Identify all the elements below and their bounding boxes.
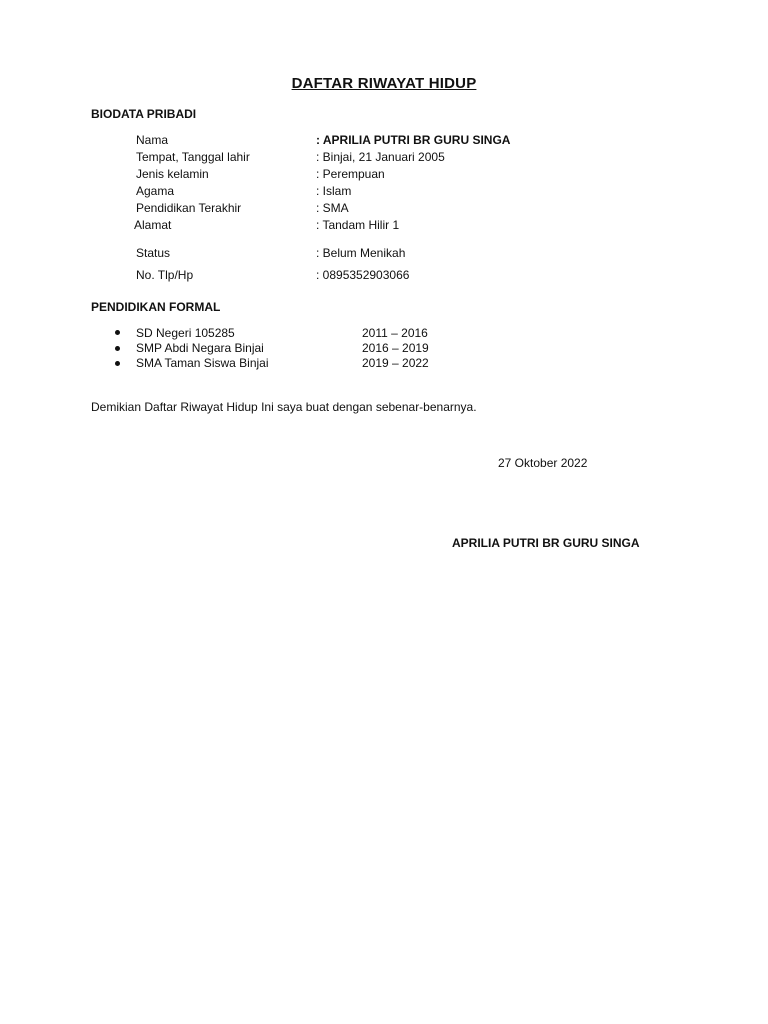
biodata-label-alamat: Alamat bbox=[134, 218, 172, 232]
biodata-label-status: Status bbox=[136, 246, 171, 260]
biodata-value-pendidikan: : SMA bbox=[316, 201, 349, 215]
closing-statement: Demikian Daftar Riwayat Hidup Ini saya buat dengan sebenar-benarnya. bbox=[91, 400, 477, 414]
biodata-label-jenis-kelamin: Jenis kelamin bbox=[136, 167, 209, 181]
education-years-3: 2019 – 2022 bbox=[362, 356, 429, 370]
biodata-label-pendidikan: Pendidikan Terakhir bbox=[136, 201, 242, 215]
education-years-2: 2016 – 2019 bbox=[362, 341, 429, 355]
biodata-label-telepon: No. Tlp/Hp bbox=[136, 268, 194, 282]
education-school-3: SMA Taman Siswa Binjai bbox=[136, 356, 269, 370]
education-years-1: 2011 – 2016 bbox=[362, 326, 428, 340]
bullet-icon bbox=[115, 346, 120, 351]
bullet-icon bbox=[115, 330, 120, 335]
biodata-value-telepon: : 0895352903066 bbox=[316, 268, 410, 282]
biodata-value-jenis-kelamin: : Perempuan bbox=[316, 167, 385, 181]
signature-name: APRILIA PUTRI BR GURU SINGA bbox=[452, 536, 640, 550]
document-title: DAFTAR RIWAYAT HIDUP bbox=[291, 75, 477, 92]
education-school-2: SMP Abdi Negara Binjai bbox=[136, 341, 264, 355]
biodata-label-agama: Agama bbox=[136, 184, 175, 198]
biodata-label-nama: Nama bbox=[136, 133, 169, 147]
biodata-value-ttl: : Binjai, 21 Januari 2005 bbox=[316, 150, 445, 164]
biodata-label-ttl: Tempat, Tanggal lahir bbox=[136, 150, 250, 164]
biodata-heading: BIODATA PRIBADI bbox=[91, 107, 197, 121]
biodata-value-nama: : APRILIA PUTRI BR GURU SINGA bbox=[316, 133, 511, 147]
bullet-icon bbox=[115, 361, 120, 366]
biodata-value-status: : Belum Menikah bbox=[316, 246, 406, 260]
biodata-value-alamat: : Tandam Hilir 1 bbox=[316, 218, 400, 232]
education-school-1: SD Negeri 105285 bbox=[136, 326, 235, 340]
education-heading: PENDIDIKAN FORMAL bbox=[91, 300, 221, 314]
document-date: 27 Oktober 2022 bbox=[498, 456, 588, 470]
biodata-value-agama: : Islam bbox=[316, 184, 352, 198]
